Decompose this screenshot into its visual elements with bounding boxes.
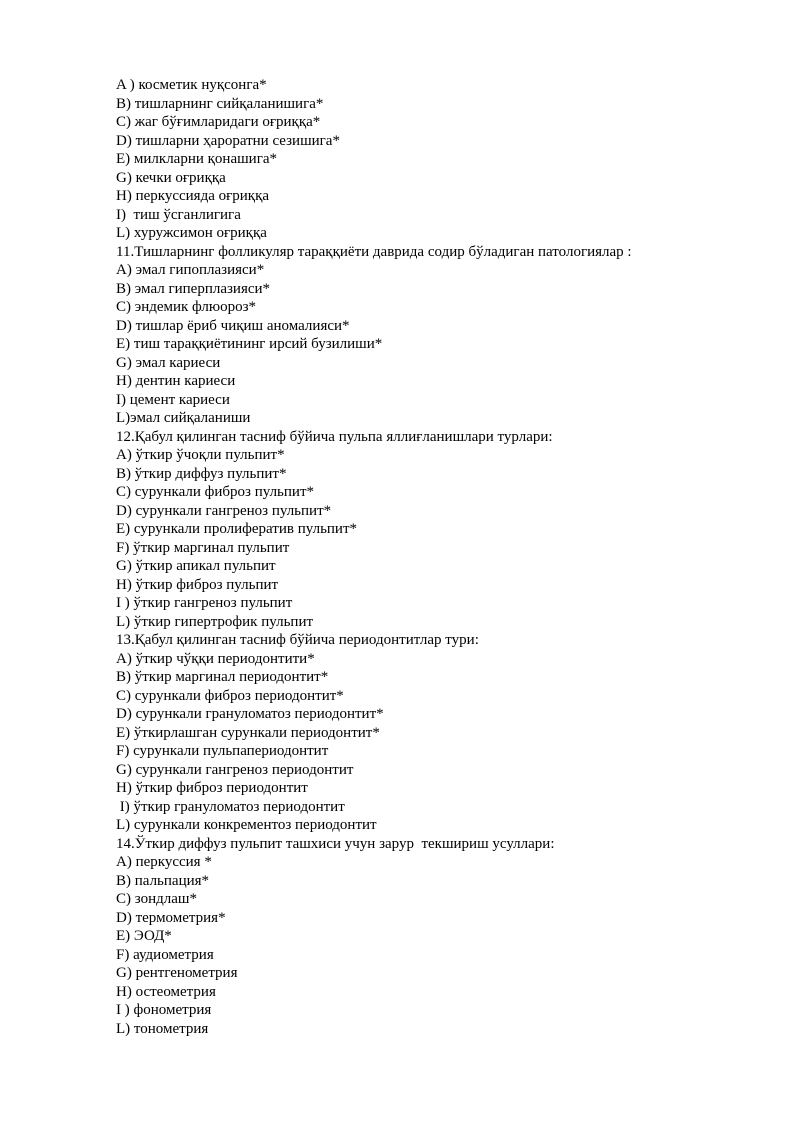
text-line: A) ўткир чўққи периодонтити* — [116, 650, 315, 667]
text-line: C) эндемик флюороз* — [116, 299, 257, 315]
text-line: 11.Тишларнинг фолликуляр тараққиёти даврида содир бўладиган патологиялар : — [116, 243, 632, 260]
text-line: L) ўткир гипертрофик пульпит — [116, 613, 314, 630]
text-line: C) сурункали фиброз пульпит* — [116, 484, 315, 500]
text-line: E) ЭОД* — [116, 928, 172, 944]
text-line: D) сурункали грануломатоз периодонтит* — [116, 706, 384, 722]
text-line: D) тишлар ёриб чиқиш аномалияси* — [116, 317, 350, 334]
text-line: 14.Ўткир диффуз пульпит ташхиси учун зарур текшириш усуллари: — [116, 835, 555, 852]
text-line: G) сурункали гангреноз периодонтит — [116, 761, 354, 778]
text-line: L)эмал сийқаланиши — [116, 410, 251, 426]
text-line: B) пальпация* — [116, 872, 210, 889]
text-line: A) перкуссия * — [116, 854, 212, 870]
text-line: H) остеометрия — [116, 983, 216, 1000]
text-line: E) милкларни қонашига* — [116, 151, 278, 167]
text-line: L) хуружсимон оғриққа — [116, 225, 267, 241]
text-line: L) тонометрия — [116, 1020, 209, 1037]
text-line: C) жаг бўғимларидаги оғриққа* — [116, 114, 321, 130]
text-line: I) ўткир грануломатоз периодонтит — [116, 798, 345, 815]
text-line: 12.Қабул қилинган тасниф бўйича пульпа яллиғланишлари турлари: — [116, 428, 553, 445]
text-line: G) эмал кариеси — [116, 354, 221, 371]
text-line: B) эмал гиперплазияси* — [116, 280, 271, 297]
text-line: B) ўткир маргинал периодонтит* — [116, 669, 329, 685]
text-line: A) эмал гипоплазияси* — [116, 262, 265, 278]
text-line: H) перкуссияда оғриққа — [116, 188, 270, 204]
text-line: F) сурункали пульпапериодонтит — [116, 743, 329, 759]
text-line: I) цемент кариеси — [116, 391, 230, 408]
text-line: H) ўткир фиброз периодонтит — [116, 780, 308, 796]
text-line: D) термометрия* — [116, 909, 226, 926]
text-line: C) сурункали фиброз периодонтит* — [116, 687, 344, 704]
text-line: F) аудиометрия — [116, 946, 214, 963]
text-line: G) рентгенометрия — [116, 965, 238, 981]
text-line: G) кечки оғриққа — [116, 169, 226, 186]
text-line: D) сурункали гангреноз пульпит* — [116, 502, 332, 519]
text-line: B) тишларнинг сийқаланишига* — [116, 95, 324, 112]
text-line: B) ўткир диффуз пульпит* — [116, 465, 287, 482]
text-line: D) тишларни ҳароратни сезишига* — [116, 132, 340, 149]
text-line: F) ўткир маргинал пульпит — [116, 539, 290, 556]
text-line: L) сурункали конкрементоз периодонтит — [116, 817, 377, 833]
text-line: A ) косметик нуқсонга* — [116, 77, 267, 93]
text-line: H) ўткир фиброз пульпит — [116, 576, 279, 593]
document-body — [116, 76, 756, 1038]
text-line: C) зондлаш* — [116, 891, 197, 907]
text-line: 13.Қабул қилинган тасниф бўйича периодонтитлар тури: — [116, 632, 479, 648]
text-line: G) ўткир апикал пульпит — [116, 558, 276, 574]
text-line: H) дентин кариеси — [116, 373, 236, 389]
text-line: I ) ўткир гангреноз пульпит — [116, 595, 293, 611]
text-line: E) ўткирлашган сурункали периодонтит* — [116, 724, 380, 741]
text-line: A) ўткир ўчоқли пульпит* — [116, 447, 285, 463]
text-line: E) сурункали пролифератив пульпит* — [116, 521, 358, 537]
text-line: E) тиш тараққиётининг ирсий бузилиши* — [116, 336, 383, 352]
text-line: I) тиш ўсганлигига — [116, 206, 241, 223]
text-line: I ) фонометрия — [116, 1002, 212, 1018]
